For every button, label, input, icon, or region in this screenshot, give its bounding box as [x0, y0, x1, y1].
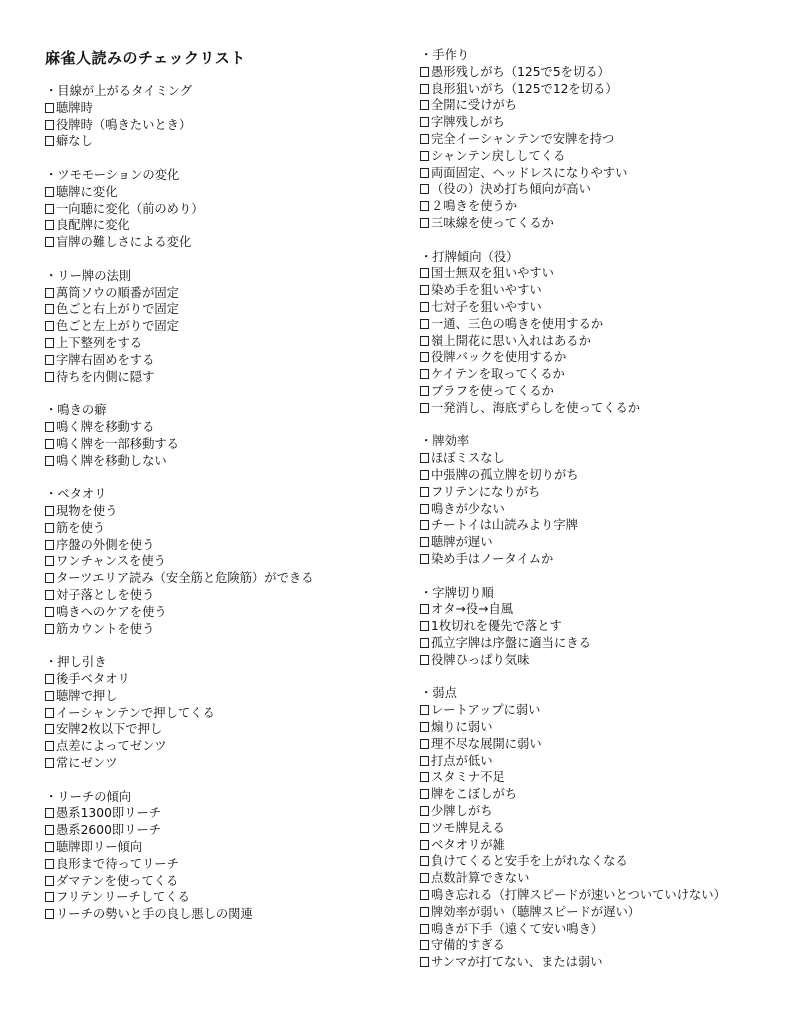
- checklist-item-label: 役牌ひっぱり気味: [431, 652, 530, 667]
- checklist-item-label: 現物を使う: [56, 503, 118, 518]
- checklist-item: [420, 131, 627, 148]
- checklist-item: [420, 81, 627, 98]
- checklist-item: [45, 671, 215, 688]
- checklist-item-label: 牌効率が弱い（聴牌スピードが遅い）: [431, 904, 641, 919]
- checkbox-icon[interactable]: [420, 940, 429, 950]
- checkbox-icon[interactable]: [420, 621, 429, 631]
- checklist-section: [45, 789, 253, 923]
- checkbox-icon[interactable]: [420, 151, 429, 161]
- section-heading: ・ベタオリ: [45, 487, 107, 502]
- checklist-item-label: 筋カウントを使う: [56, 621, 155, 636]
- checklist-item: [45, 201, 204, 218]
- checklist-items: [420, 601, 591, 668]
- checklist-item: [45, 873, 253, 890]
- checklist-item: [45, 100, 192, 117]
- checklist-item-label: 色ごと左上がりで固定: [56, 319, 179, 334]
- checklist-item: [45, 419, 179, 436]
- checklist-item: [420, 501, 579, 518]
- section-heading: ・牌効率: [420, 434, 470, 449]
- section-heading: ・鳴きの癖: [45, 403, 107, 418]
- checkbox-icon[interactable]: [45, 556, 54, 566]
- checklist-item: [45, 553, 314, 570]
- checkbox-icon[interactable]: [45, 237, 54, 247]
- checkbox-icon[interactable]: [45, 674, 54, 684]
- checklist-item-label: 愚系1300即リーチ: [56, 806, 162, 821]
- checklist-item: [420, 349, 640, 366]
- checklist-item-label: 字牌残しがち: [431, 115, 505, 130]
- checkbox-icon[interactable]: [45, 758, 54, 768]
- checklist-item-label: 聴牌に変化: [56, 184, 118, 199]
- checklist-item: [45, 301, 179, 318]
- checkbox-icon[interactable]: [420, 890, 429, 900]
- checklist-item: [420, 333, 640, 350]
- checkbox-icon[interactable]: [420, 319, 429, 329]
- checklist-item: [420, 299, 640, 316]
- checklist-section: [420, 433, 579, 567]
- checkbox-icon[interactable]: [45, 288, 54, 298]
- checklist-item-label: 鳴きが下手（遠くて安い鳴き）: [431, 921, 604, 936]
- checklist-item: [420, 937, 726, 954]
- checklist-section: [45, 402, 179, 469]
- checklist-item: [420, 853, 726, 870]
- checklist-item-label: 聴牌時: [56, 100, 93, 115]
- checkbox-icon[interactable]: [420, 789, 429, 799]
- checkbox-icon[interactable]: [420, 604, 429, 614]
- checklist-item-label: フリテンになりがち: [431, 484, 541, 499]
- checklist-item-label: 常にゼンツ: [56, 755, 118, 770]
- checklist-section: [45, 654, 215, 772]
- checkbox-icon[interactable]: [420, 352, 429, 362]
- checkbox-icon[interactable]: [420, 453, 429, 463]
- checkbox-icon[interactable]: [420, 100, 429, 110]
- checkbox-icon[interactable]: [45, 321, 54, 331]
- checklist-item-label: 理不尽な展開に弱い: [431, 736, 542, 751]
- checkbox-icon[interactable]: [45, 708, 54, 718]
- checklist-item: [420, 601, 591, 618]
- checklist-item-label: 守備的すぎる: [431, 938, 505, 953]
- checkbox-icon[interactable]: [45, 607, 54, 617]
- checklist-item: [45, 352, 179, 369]
- checkbox-icon[interactable]: [45, 136, 54, 146]
- checklist-items: [420, 265, 640, 416]
- checkbox-icon[interactable]: [45, 876, 54, 886]
- checkbox-icon[interactable]: [45, 691, 54, 701]
- checkbox-icon[interactable]: [45, 540, 54, 550]
- checklist-item: [45, 503, 314, 520]
- checklist-item-label: 負けてくると安手を上がれなくなる: [431, 854, 628, 869]
- checkbox-icon[interactable]: [45, 456, 54, 466]
- checklist-section: [420, 47, 627, 232]
- checkbox-icon[interactable]: [420, 840, 429, 850]
- page-title: 麻雀人読みのチェックリスト: [45, 49, 246, 67]
- checklist-item: [45, 436, 179, 453]
- checklist-item-label: 字牌右固めをする: [56, 352, 155, 367]
- checklist-item: [45, 369, 179, 386]
- checklist-section: [420, 249, 640, 417]
- checklist-item-label: 萬筒ソウの順番が固定: [56, 285, 179, 300]
- checkbox-icon[interactable]: [420, 772, 429, 782]
- checkbox-icon[interactable]: [45, 859, 54, 869]
- checkbox-icon[interactable]: [420, 168, 429, 178]
- checklist-item: [420, 652, 591, 669]
- checklist-item: [420, 316, 640, 333]
- checklist-item: [45, 217, 204, 234]
- checklist-item-label: 牌をこぼしがち: [431, 787, 518, 802]
- checklist-item: [420, 954, 726, 971]
- checklist-item-label: 孤立字牌は序盤に適当にきる: [431, 635, 591, 650]
- checklist-item: [420, 803, 726, 820]
- checklist-item: [45, 906, 253, 923]
- checklist-item-label: 上下整列をする: [56, 335, 143, 350]
- checklist-item-label: 嶺上開花に思い入れはあるか: [431, 333, 591, 348]
- checkbox-icon[interactable]: [45, 590, 54, 600]
- checklist-item-label: ケイテンを取ってくるか: [431, 367, 565, 382]
- checkbox-icon[interactable]: [45, 909, 54, 919]
- checkbox-icon[interactable]: [420, 705, 429, 715]
- checkbox-icon[interactable]: [420, 84, 429, 94]
- checkbox-icon[interactable]: [420, 856, 429, 866]
- checklist-item: [45, 755, 215, 772]
- checklist-section: [420, 685, 726, 971]
- checklist-item: [420, 887, 726, 904]
- checklist-item-label: 癖なし: [56, 134, 93, 149]
- checklist-item: [420, 97, 627, 114]
- checkbox-icon[interactable]: [45, 825, 54, 835]
- checkbox-icon[interactable]: [45, 724, 54, 734]
- checklist-item: [420, 450, 579, 467]
- checklist-item: [420, 820, 726, 837]
- section-heading: ・打牌傾向（役）: [420, 249, 519, 264]
- checklist-item-label: 役牌時（鳴きたいとき）: [56, 117, 192, 132]
- checklist-items: [45, 805, 253, 923]
- checklist-items: [45, 503, 314, 637]
- checklist-item-label: 愚系2600即リーチ: [56, 823, 162, 838]
- checklist-section: [45, 486, 314, 637]
- checkbox-icon[interactable]: [45, 120, 54, 130]
- checklist-items: [45, 100, 192, 150]
- checklist-items: [420, 64, 627, 232]
- checklist-item-label: リーチの勢いと手の良し悪しの関連: [56, 907, 253, 922]
- checklist-items: [45, 285, 179, 386]
- checklist-item-label: イーシャンテンで押してくる: [56, 705, 215, 720]
- section-heading: ・ツモモーションの変化: [45, 168, 180, 182]
- checklist-item: [45, 621, 314, 638]
- checklist-item-label: ブラフを使ってくるか: [431, 383, 554, 398]
- checkbox-icon[interactable]: [420, 537, 429, 547]
- checkbox-icon[interactable]: [420, 201, 429, 211]
- checklist-item-label: スタミナ不足: [431, 770, 505, 785]
- checklist-item-label: シャンテン戻ししてくる: [431, 148, 566, 163]
- checklist-item-label: 鳴き忘れる（打牌スピードが速いとついていけない）: [431, 887, 726, 902]
- checkbox-icon[interactable]: [420, 504, 429, 514]
- checklist-item-label: ベタオリが雑: [431, 837, 505, 852]
- checklist-item-label: 一発消し、海底ずらしを使ってくるか: [431, 400, 641, 415]
- checklist-item: [420, 618, 591, 635]
- checklist-item-label: 対子落としを使う: [56, 587, 155, 602]
- checklist-item: [420, 837, 726, 854]
- checkbox-icon[interactable]: [420, 638, 429, 648]
- checklist-item-label: 点数計算できない: [431, 871, 530, 886]
- checkbox-icon[interactable]: [420, 873, 429, 883]
- checklist-item-label: 一通、三色の鳴きを使用するか: [431, 316, 604, 331]
- checklist-item-label: 後手ベタオリ: [56, 671, 130, 686]
- checklist-item-label: 1枚切れを優先で落とす: [431, 619, 562, 634]
- checklist-item-label: ツモ牌見える: [431, 820, 505, 835]
- checklist-item: [45, 184, 204, 201]
- checkbox-icon[interactable]: [420, 924, 429, 934]
- checklist-section: [45, 83, 192, 150]
- checklist-item-label: 七対子を狙いやすい: [431, 299, 542, 314]
- checkbox-icon[interactable]: [420, 722, 429, 732]
- checkbox-icon[interactable]: [420, 806, 429, 816]
- checklist-item: [420, 64, 627, 81]
- checklist-item-label: レートアップに弱い: [431, 703, 541, 718]
- checklist-item-label: 鳴きが少ない: [431, 501, 505, 516]
- checkbox-icon[interactable]: [45, 506, 54, 516]
- checklist-item: [45, 805, 253, 822]
- checkbox-icon[interactable]: [420, 218, 429, 228]
- checklist-item: [420, 870, 726, 887]
- checklist-item: [45, 335, 179, 352]
- checklist-item-label: 聴牌即リー傾向: [56, 839, 143, 854]
- section-heading: ・手作り: [420, 48, 470, 62]
- checklist-item-label: ワンチャンスを使う: [56, 554, 166, 569]
- checklist-item: [420, 904, 726, 921]
- checklist-item: [45, 604, 314, 621]
- checkbox-icon[interactable]: [45, 808, 54, 818]
- checklist-item: [45, 889, 253, 906]
- checklist-section: [420, 585, 591, 669]
- checkbox-icon[interactable]: [45, 422, 54, 432]
- checklist-item: [420, 383, 640, 400]
- checklist-item-label: 聴牌が遅い: [431, 535, 493, 550]
- checklist-item-label: 両面固定、ヘッドレスになりやすい: [431, 165, 628, 180]
- checklist-item-label: 良形狙いがち（125で12を切る）: [431, 81, 618, 96]
- checkbox-icon[interactable]: [45, 355, 54, 365]
- checklist-item-label: 色ごと右上がりで固定: [56, 302, 179, 317]
- checklist-item-label: チートイは山読みより字牌: [431, 518, 578, 533]
- checkbox-icon[interactable]: [420, 302, 429, 312]
- checkbox-icon[interactable]: [420, 470, 429, 480]
- checklist-item: [420, 769, 726, 786]
- checklist-item-label: 点差によってゼンツ: [56, 739, 167, 754]
- checkbox-icon[interactable]: [45, 573, 54, 583]
- checklist-item-label: 完全イーシャンテンで安牌を持つ: [431, 131, 615, 146]
- checklist-item: [45, 688, 215, 705]
- checkbox-icon[interactable]: [420, 907, 429, 917]
- checklist-item-label: サンマが打てない、または弱い: [431, 955, 603, 970]
- checkbox-icon[interactable]: [45, 741, 54, 751]
- checklist-item-label: （役の）決め打ち傾向が高い: [431, 182, 591, 197]
- checklist-item-label: オタ→役→自風: [431, 602, 514, 617]
- checklist-item-label: ターツエリア読み（安全筋と危険筋）ができる: [56, 571, 314, 586]
- checklist-item-label: 盲牌の難しさによる変化: [56, 235, 192, 250]
- checklist-item-label: 聴牌で押し: [56, 688, 118, 703]
- checkbox-icon[interactable]: [45, 204, 54, 214]
- checkbox-icon[interactable]: [45, 892, 54, 902]
- checklist-item: [420, 517, 579, 534]
- checklist-item-label: 国士無双を狙いやすい: [431, 266, 554, 281]
- checklist-item: [420, 534, 579, 551]
- checklist-item-label: 鳴きへのケアを使う: [56, 604, 167, 619]
- checklist-item-label: 染め手はノータイムか: [431, 551, 554, 566]
- checkbox-icon[interactable]: [420, 67, 429, 77]
- checklist-item-label: 三味線を使ってくるか: [431, 215, 554, 230]
- checklist-item: [420, 400, 640, 417]
- checklist-item: [45, 453, 179, 470]
- checkbox-icon[interactable]: [45, 338, 54, 348]
- checklist-item-label: 良形まで待ってリーチ: [56, 856, 179, 871]
- checkbox-icon[interactable]: [420, 285, 429, 295]
- checklist-item: [420, 551, 579, 568]
- checklist-item: [45, 822, 253, 839]
- checklist-item: [45, 133, 192, 150]
- checklist-item: [45, 537, 314, 554]
- checkbox-icon[interactable]: [420, 117, 429, 127]
- checkbox-icon[interactable]: [420, 268, 429, 278]
- checklist-item-label: 全開に受けがち: [431, 98, 518, 113]
- checkbox-icon[interactable]: [420, 487, 429, 497]
- checklist-item-label: 鳴く牌を一部移動する: [56, 436, 179, 451]
- checklist-item: [45, 318, 179, 335]
- checklist-item-label: 染め手を狙いやすい: [431, 283, 542, 298]
- checklist-item: [420, 181, 627, 198]
- checklist-item: [45, 234, 204, 251]
- checklist-item-label: 煽りに弱い: [431, 719, 493, 734]
- checklist-item: [420, 921, 726, 938]
- checklist-item-label: 良配牌に変化: [56, 218, 130, 233]
- checklist-items: [420, 702, 726, 971]
- checklist-item: [45, 721, 215, 738]
- checklist-item: [420, 719, 726, 736]
- checklist-item-label: 鳴く牌を移動する: [56, 419, 155, 434]
- checklist-item-label: 愚形残しがち（125で5を切る）: [431, 64, 610, 79]
- checkbox-icon[interactable]: [45, 187, 54, 197]
- checklist-item-label: 少牌しがち: [431, 803, 493, 818]
- checklist-item: [420, 702, 726, 719]
- checkbox-icon[interactable]: [420, 369, 429, 379]
- checklist-item-label: 鳴く牌を移動しない: [56, 453, 167, 468]
- checklist-items: [45, 419, 179, 469]
- checkbox-icon[interactable]: [420, 756, 429, 766]
- checklist-item-label: フリテンリーチしてくる: [56, 890, 190, 905]
- checkbox-icon[interactable]: [45, 624, 54, 634]
- checklist-item: [45, 705, 215, 722]
- checklist-item-label: 序盤の外側を使う: [56, 537, 155, 552]
- checkbox-icon[interactable]: [45, 220, 54, 230]
- section-heading: ・押し引き: [45, 655, 107, 670]
- checklist-item: [45, 285, 179, 302]
- checkbox-icon[interactable]: [45, 304, 54, 314]
- checklist-item: [45, 856, 253, 873]
- checkbox-icon[interactable]: [45, 523, 54, 533]
- checklist-item-label: 安牌2枚以下で押し: [56, 722, 163, 737]
- section-heading: ・リーチの傾向: [45, 789, 132, 804]
- checklist-item: [420, 786, 726, 803]
- checklist-items: [45, 184, 204, 251]
- checklist-items: [420, 450, 579, 568]
- checklist-item: [45, 570, 314, 587]
- checklist-item: [420, 165, 627, 182]
- checkbox-icon[interactable]: [420, 655, 429, 665]
- checkbox-icon[interactable]: [420, 739, 429, 749]
- checklist-item: [420, 635, 591, 652]
- checkbox-icon[interactable]: [45, 439, 54, 449]
- checklist-item-label: ダマテンを使ってくる: [56, 873, 179, 888]
- checkbox-icon[interactable]: [420, 184, 429, 194]
- checklist-item-label: 筋を使う: [56, 520, 106, 535]
- checkbox-icon[interactable]: [45, 103, 54, 113]
- checklist-item: [420, 467, 579, 484]
- checkbox-icon[interactable]: [420, 336, 429, 346]
- checkbox-icon[interactable]: [45, 842, 54, 852]
- checklist-item: [420, 265, 640, 282]
- checklist-item: [420, 753, 726, 770]
- checklist-item-label: ２鳴きを使うか: [431, 199, 518, 214]
- checklist-item: [45, 839, 253, 856]
- checklist-item: [420, 114, 627, 131]
- checklist-item-label: ほぼミスなし: [431, 451, 505, 466]
- checkbox-icon[interactable]: [420, 554, 429, 564]
- checklist-item: [45, 117, 192, 134]
- checklist-items: [45, 671, 215, 772]
- section-heading: ・字牌切り順: [420, 585, 494, 600]
- section-heading: ・目線が上がるタイミング: [45, 84, 193, 98]
- checklist-item-label: 待ちを内側に隠す: [56, 369, 155, 384]
- checkbox-icon[interactable]: [420, 520, 429, 530]
- checklist-item: [45, 520, 314, 537]
- checklist-section: [45, 167, 204, 251]
- checkbox-icon[interactable]: [45, 372, 54, 382]
- section-heading: ・リー牌の法則: [45, 268, 132, 283]
- section-heading: ・弱点: [420, 686, 457, 701]
- checkbox-icon[interactable]: [420, 823, 429, 833]
- checkbox-icon[interactable]: [420, 403, 429, 413]
- checklist-item: [420, 148, 627, 165]
- checklist-item: [420, 215, 627, 232]
- checklist-item-label: 一向聴に変化（前のめり）: [56, 201, 204, 216]
- checklist-item: [420, 736, 726, 753]
- checklist-item: [45, 738, 215, 755]
- checklist-item-label: 役牌バックを使用するか: [431, 350, 567, 365]
- checklist-section: [45, 268, 179, 386]
- checklist-item: [45, 587, 314, 604]
- checklist-item-label: 打点が低い: [431, 753, 493, 768]
- checklist-item-label: 中張牌の孤立牌を切りがち: [431, 467, 579, 482]
- checkbox-icon[interactable]: [420, 386, 429, 396]
- checklist-item: [420, 282, 640, 299]
- checklist-item: [420, 198, 627, 215]
- checkbox-icon[interactable]: [420, 134, 429, 144]
- checklist-item: [420, 484, 579, 501]
- checklist-item: [420, 366, 640, 383]
- checkbox-icon[interactable]: [420, 957, 429, 967]
